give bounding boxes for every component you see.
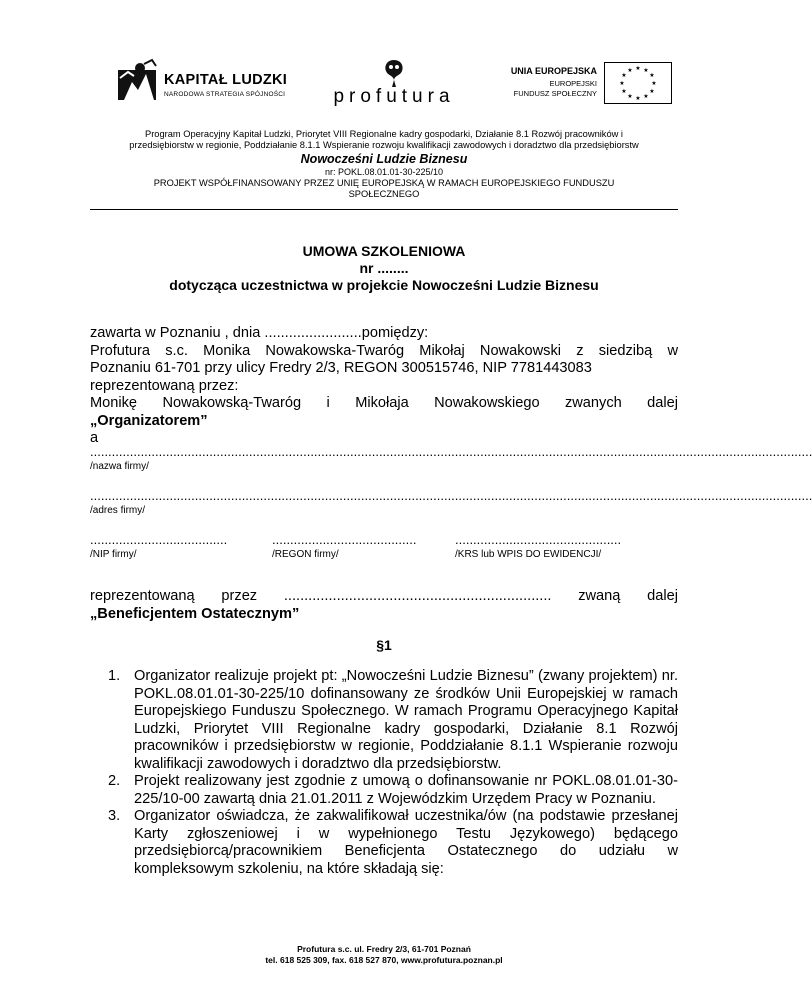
profutura-emblem-icon <box>379 58 409 88</box>
organizer-term: „Organizatorem” <box>90 412 208 429</box>
nip-field: ...................................... <box>90 532 228 547</box>
list-item-number: 1. <box>108 668 121 684</box>
intro-line-3: Poznaniu 61-701 przy ulicy Fredry 2/3, REGON 300515746, NIP 7781443083 <box>90 360 592 376</box>
list-item-number: 2. <box>108 773 121 789</box>
program-line-2: przedsiębiorstw w regionie, Poddziałanie 8.1.1 Wspieranie rozwoju kwalifikacji zawodowych i doradztwo dla przedsiębiorstw <box>129 140 639 150</box>
intro-line-1: zawarta w Poznaniu , dnia ........................pomiędzy: <box>90 325 429 341</box>
intro-line-5: Monikę Nowakowską-Twaróg i Mikołaja Nowakowskiego zwanych dalej <box>90 395 678 411</box>
svg-text:★: ★ <box>635 95 641 102</box>
krs-field: .............................................. <box>455 532 622 547</box>
kapital-ludzki-emblem-icon <box>118 60 160 106</box>
document-subject: dotycząca uczestnictwa w projekcie Nowocześni Ludzie Biznesu <box>169 277 599 293</box>
firm-address-label: /adres firmy/ <box>90 505 146 516</box>
svg-text:★: ★ <box>643 93 649 100</box>
firm-name-label: /nazwa firmy/ <box>90 461 149 472</box>
cofinanced-line-2: SPOŁECZNEGO <box>348 189 420 199</box>
svg-text:★: ★ <box>649 88 655 95</box>
profutura-logo <box>322 58 466 110</box>
header-divider <box>90 209 678 210</box>
svg-text:★: ★ <box>627 67 633 74</box>
document-title: UMOWA SZKOLENIOWA <box>302 243 466 259</box>
cofinanced-note <box>80 178 688 200</box>
list-item-number: 3. <box>108 808 121 824</box>
nip-label: /NIP firmy/ <box>90 549 137 560</box>
svg-text:★: ★ <box>621 88 627 95</box>
project-name: Nowocześni Ludzie Biznesu <box>300 152 468 166</box>
document-number: nr ........ <box>359 260 409 276</box>
eu-fund-line1: EUROPEJSKI <box>549 79 597 88</box>
eu-logo <box>497 62 672 104</box>
svg-text:★: ★ <box>627 93 633 100</box>
svg-text:★: ★ <box>635 65 641 72</box>
footer-address: Profutura s.c. ul. Fredry 2/3, 61-701 Poznań <box>297 944 471 954</box>
list-item-text: Organizator realizuje projekt pt: „Nowocześni Ludzie Biznesu” (zwany projektem) nr. POKL.08.01.01-30-225/10 dofinansowany ze środków Unii Europejskiej w ramach Europejskiego Funduszu Społecznego. W ramach Programu Operacyjnego Kapitał Ludzki, Priorytet VIII Regionalne kadry gospodarki, Działanie 8.1 Rozwój pracowników i przedsiębiorstw w regionie, Poddziałanie 8.1.1 Wspieranie rozwoju kwalifikacji zawodowych i doradztwo dla przedsiębiorstw. <box>134 668 678 772</box>
beneficiary-section <box>90 588 678 623</box>
svg-text:★: ★ <box>643 67 649 74</box>
beneficiary-term: „Beneficjentem Ostatecznym” <box>90 605 300 622</box>
section-1-list <box>108 668 678 878</box>
parties-section <box>90 325 678 448</box>
firm-name-field: ........................................................................................................................................................................................................ <box>90 444 812 459</box>
regon-label: /REGON firmy/ <box>272 549 339 560</box>
profutura-wordmark: profutura <box>333 86 455 107</box>
footer-contact: tel. 618 525 309, fax. 618 527 870, www.profutura.poznan.pl <box>265 955 503 965</box>
program-description <box>80 129 688 151</box>
intro-line-2: Profutura s.c. Monika Nowakowska-Twaróg Mikołaj Nowakowski z siedzibą w <box>90 342 678 359</box>
svg-text:★: ★ <box>649 72 655 79</box>
list-item-text: Projekt realizowany jest zgodnie z umową o dofinansowanie nr POKL.08.01.01-30-225/10-00 zawartą dnia 21.01.2011 z Wojewódzkim Urzędem Pracy w Poznaniu. <box>134 773 678 807</box>
krs-label: /KRS lub WPIS DO EWIDENCJI/ <box>455 549 602 560</box>
list-item-text: Organizator oświadcza, że zakwalifikował uczestnika/ów (na podstawie przesłanej Karty zgłoszeniowej i w wypełnionego Testu Językowego) będącego przedsiębiorcą/pracownikiem Beneficjenta Ostatecznego do udziału w kompleksowym szkoleniu, na które składają się: <box>134 808 678 877</box>
project-number: nr: POKL.08.01.01-30-225/10 <box>324 167 444 177</box>
program-line-1: Program Operacyjny Kapitał Ludzki, Priorytet VIII Regionalne kadry gospodarki, Działanie 8.1 Rozwój pracowników i <box>145 129 623 139</box>
list-item <box>108 808 678 878</box>
page-footer <box>90 944 678 966</box>
section-heading: §1 <box>376 637 392 653</box>
kapital-ludzki-title: KAPITAŁ LUDZKI <box>164 72 288 88</box>
svg-text:★: ★ <box>621 72 627 79</box>
eu-flag-icon <box>604 62 672 104</box>
eu-fund-line2: FUNDUSZ SPOŁECZNY <box>513 89 597 98</box>
kapital-ludzki-subtitle: NARODOWA STRATEGIA SPÓJNOŚCI <box>164 91 286 98</box>
represented-line: reprezentowaną przez .................................................................. zwaną dalej <box>90 588 678 604</box>
kapital-ludzki-logo <box>118 60 318 108</box>
svg-text:★: ★ <box>651 80 657 87</box>
regon-field: ........................................ <box>272 532 417 547</box>
eu-title: UNIA EUROPEJSKA <box>510 66 597 76</box>
list-item <box>108 668 678 773</box>
intro-and: a <box>90 430 99 446</box>
svg-text:★: ★ <box>619 80 625 87</box>
list-item <box>108 773 678 808</box>
intro-line-4: reprezentowaną przez: <box>90 377 239 394</box>
firm-address-field: ........................................................................................................................................................................................................ <box>90 488 812 503</box>
cofinanced-line-1: PROJEKT WSPÓŁFINANSOWANY PRZEZ UNIĘ EUROPEJSKĄ W RAMACH EUROPEJSKIEGO FUNDUSZU <box>153 178 615 188</box>
